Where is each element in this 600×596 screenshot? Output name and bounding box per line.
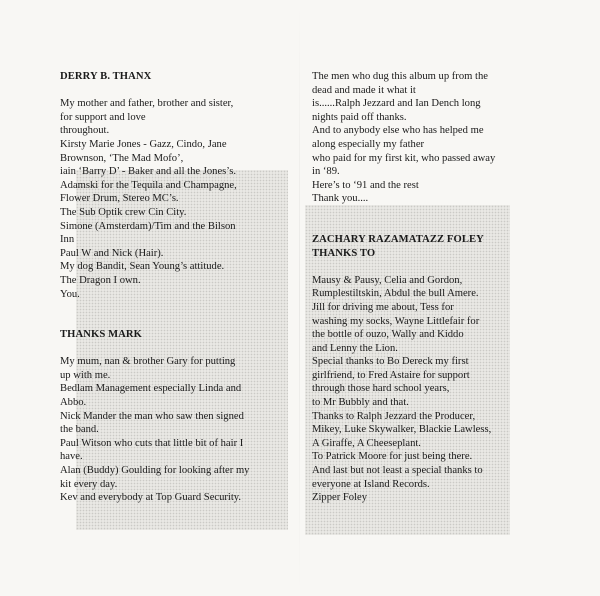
section-heading-derry: DERRY B. THANX <box>60 71 152 82</box>
text-line: Rumplestiltskin, Abdul the bull Amere. <box>312 288 479 300</box>
section-heading-thanks-to: THANKS TO <box>312 247 376 259</box>
right-column <box>312 70 544 505</box>
text-line: through those hard school years, <box>312 383 450 395</box>
text-line: Adamski for the Tequila and Champagne, <box>60 179 237 191</box>
text-line: And last but not least a special thanks to <box>312 465 483 477</box>
text-line: The Dragon I own. <box>60 274 141 286</box>
text-line: in ‘89. <box>312 166 340 178</box>
text-line: Bedlam Management especially Linda and <box>60 383 242 395</box>
text-line: dead and made it what it <box>312 84 416 96</box>
text-line: Paul W and Nick (Hair). <box>60 247 164 259</box>
text-line: have. <box>60 451 83 463</box>
text-line: along especially my father <box>312 138 425 150</box>
text-line: to Mr Bubbly and that. <box>312 397 409 409</box>
text-line: Brownson, ‘The Mad Mofo’, <box>60 152 184 164</box>
text-line: My mum, nan & brother Gary for putting <box>60 356 236 368</box>
text-line: throughout. <box>60 125 110 137</box>
text-line: who paid for my first kit, who passed away <box>312 152 496 164</box>
text-line: To Patrick Moore for just being there. <box>312 451 473 463</box>
text-line: Jill for driving me about, Tess for <box>312 301 454 313</box>
text-line: is......Ralph Jezzard and Ian Dench long <box>312 98 481 110</box>
text-line: for support and love <box>60 111 146 123</box>
text-line: everyone at Island Records. <box>312 478 430 490</box>
text-line: Nick Mander the man who saw then signed <box>60 410 244 422</box>
text-line: The Sub Optik crew Cin City. <box>60 206 187 218</box>
text-line: You. <box>60 288 80 300</box>
text-line: Simone (Amsterdam)/Tim and the Bilson <box>60 220 236 232</box>
text-line: Thanks to Ralph Jezzard the Producer, <box>312 410 476 422</box>
text-line: The men who dug this album up from the <box>312 71 488 82</box>
text-line: Kev and everybody at Top Guard Security. <box>60 492 242 504</box>
text-line: Thank you.... <box>312 193 369 205</box>
left-column <box>60 70 296 505</box>
text-line: My dog Bandit, Sean Young’s attitude. <box>60 261 225 273</box>
text-line: Special thanks to Bo Dereck my first <box>312 356 469 368</box>
text-line: girlfriend, to Fred Astaire for support <box>312 369 470 381</box>
text-line: Abbo. <box>60 397 87 409</box>
text-line: My mother and father, brother and sister, <box>60 98 234 110</box>
text-line: Mikey, Luke Skywalker, Blackie Lawless, <box>312 424 492 436</box>
page-gutter <box>299 0 300 596</box>
text-line: And to anybody else who has helped me <box>312 125 484 137</box>
text-line: iain ‘Barry D’ - Baker and all the Jones’s. <box>60 166 237 178</box>
text-line: up with me. <box>60 369 111 381</box>
section-heading-mark: THANKS MARK <box>60 329 143 341</box>
text-line: kit every day. <box>60 478 118 490</box>
text-line: Paul Witson who cuts that little bit of hair I <box>60 437 244 449</box>
text-line: Zipper Foley <box>312 492 368 504</box>
text-line: A Giraffe, A Cheeseplant. <box>312 437 421 449</box>
text-line: and Lenny the Lion. <box>312 342 398 354</box>
text-line: Inn <box>60 234 75 246</box>
text-line: Here’s to ‘91 and the rest <box>312 179 419 191</box>
text-line: washing my socks, Wayne Littlefair for <box>312 315 480 327</box>
text-line: the bottle of ouzo, Wally and Kiddo <box>312 329 464 341</box>
text-line: Flower Drum, Stereo MC’s. <box>60 193 179 205</box>
section-heading-zachary: ZACHARY RAZAMATAZZ FOLEY <box>312 233 484 245</box>
text-line: nights paid off thanks. <box>312 111 407 123</box>
text-line: Mausy & Pausy, Celia and Gordon, <box>312 274 463 286</box>
text-line: Kirsty Marie Jones - Gazz, Cindo, Jane <box>60 138 227 150</box>
text-line: the band. <box>60 424 99 436</box>
text-line: Alan (Buddy) Goulding for looking after my <box>60 465 250 477</box>
